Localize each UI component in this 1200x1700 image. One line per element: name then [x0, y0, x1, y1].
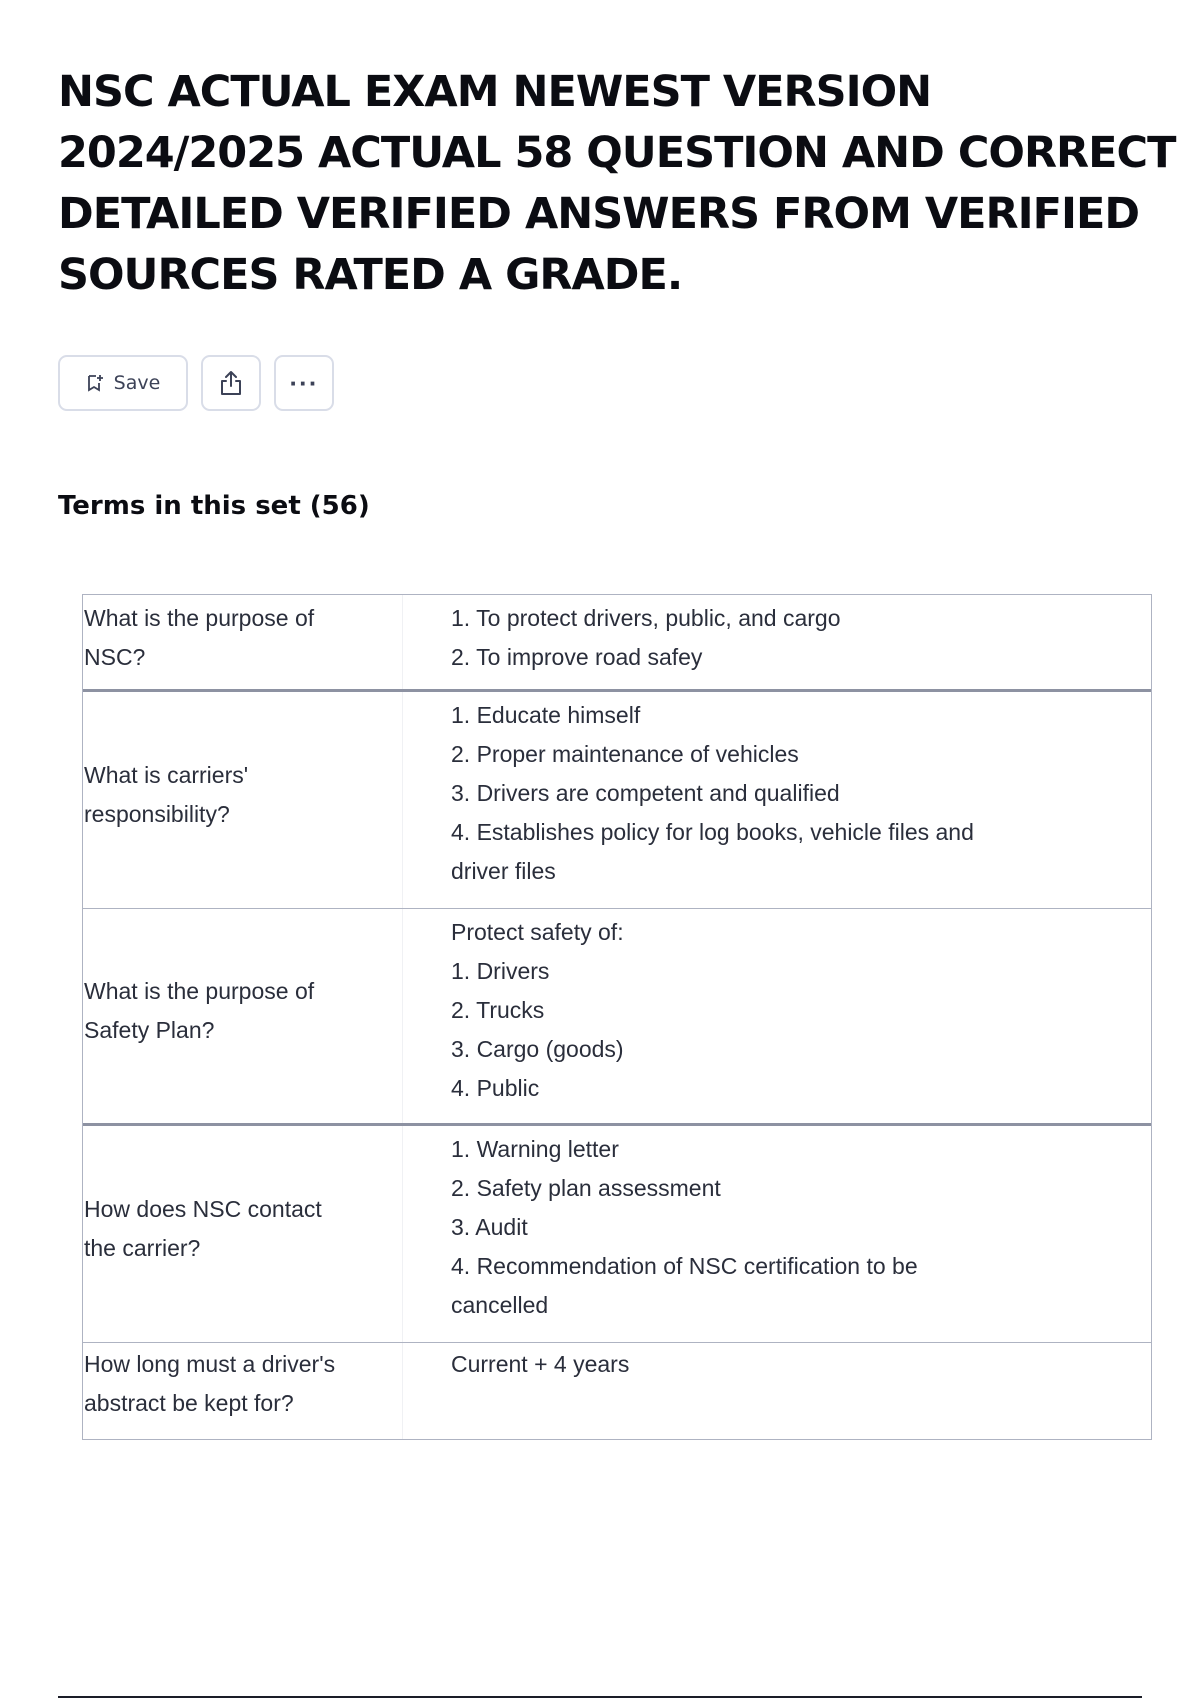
definition-line: 2. Trucks: [451, 997, 545, 1023]
terms-heading: Terms in this set (56): [58, 491, 370, 521]
definition-line: cancelled: [451, 1292, 549, 1318]
term-row[interactable]: [83, 1342, 1151, 1439]
term-text: How long must a driver's: [84, 1351, 336, 1377]
definition-line: 1. Educate himself: [451, 702, 641, 728]
term-row[interactable]: [83, 1123, 1151, 1342]
definition-line: 2. Safety plan assessment: [451, 1175, 721, 1201]
definition-line: Current + 4 years: [451, 1351, 630, 1377]
term-row[interactable]: [83, 908, 1151, 1123]
term-cell: [83, 909, 403, 1123]
action-bar: [58, 355, 334, 411]
more-dots-icon: ···: [289, 368, 319, 398]
term-row[interactable]: [83, 595, 1151, 689]
term-cell: [83, 595, 403, 689]
definition-line: 3. Drivers are competent and qualified: [451, 780, 840, 806]
term-text: What is the purpose of: [84, 605, 315, 631]
term-text: responsibility?: [84, 801, 230, 827]
term-text: abstract be kept for?: [84, 1390, 294, 1416]
term-text: What is carriers': [84, 762, 249, 788]
definition-line: 4. Establishes policy for log books, vehicle files and: [451, 819, 974, 845]
footer-divider: [58, 1696, 1142, 1698]
definition-cell: [403, 1343, 1151, 1439]
term-text: the carrier?: [84, 1235, 201, 1261]
definition-line: 3. Audit: [451, 1214, 528, 1240]
definition-line: 4. Public: [451, 1075, 540, 1101]
definition-line: 4. Recommendation of NSC certification to be: [451, 1253, 918, 1279]
definition-line: 1. Warning letter: [451, 1136, 619, 1162]
term-cell: [83, 1343, 403, 1439]
definition-line: 1. To protect drivers, public, and cargo: [451, 605, 841, 631]
term-cell: [83, 692, 403, 908]
definition-cell: [403, 909, 1151, 1123]
save-button-label: Save: [113, 372, 161, 394]
term-cell: [83, 1126, 403, 1342]
definition-cell: [403, 692, 1151, 908]
definition-line: 2. Proper maintenance of vehicles: [451, 741, 799, 767]
definition-line: 2. To improve road safey: [451, 644, 703, 670]
bookmark-add-icon: [86, 374, 104, 392]
term-text: How does NSC contact: [84, 1196, 322, 1222]
term-row[interactable]: [83, 689, 1151, 908]
term-text: Safety Plan?: [84, 1017, 215, 1043]
term-text: What is the purpose of: [84, 978, 315, 1004]
share-button[interactable]: [201, 355, 261, 411]
definition-cell: [403, 595, 1151, 689]
definition-line: Protect safety of:: [451, 919, 624, 945]
definition-line: 1. Drivers: [451, 958, 550, 984]
share-icon: [218, 369, 244, 397]
definition-line: driver files: [451, 858, 556, 884]
terms-table: [82, 594, 1152, 1440]
definition-cell: [403, 1126, 1151, 1342]
term-text: NSC?: [84, 644, 146, 670]
page-title: NSC ACTUAL EXAM NEWEST VERSION 2024/2025 ACTUAL 58 QUESTION AND CORRECT DETAILED VERIFIED ANSWERS FROM VERIFIED SOURCES RATED A GRADE.: [58, 67, 1176, 300]
definition-line: 3. Cargo (goods): [451, 1036, 624, 1062]
more-options-button[interactable]: [274, 355, 334, 411]
save-button[interactable]: [58, 355, 188, 411]
